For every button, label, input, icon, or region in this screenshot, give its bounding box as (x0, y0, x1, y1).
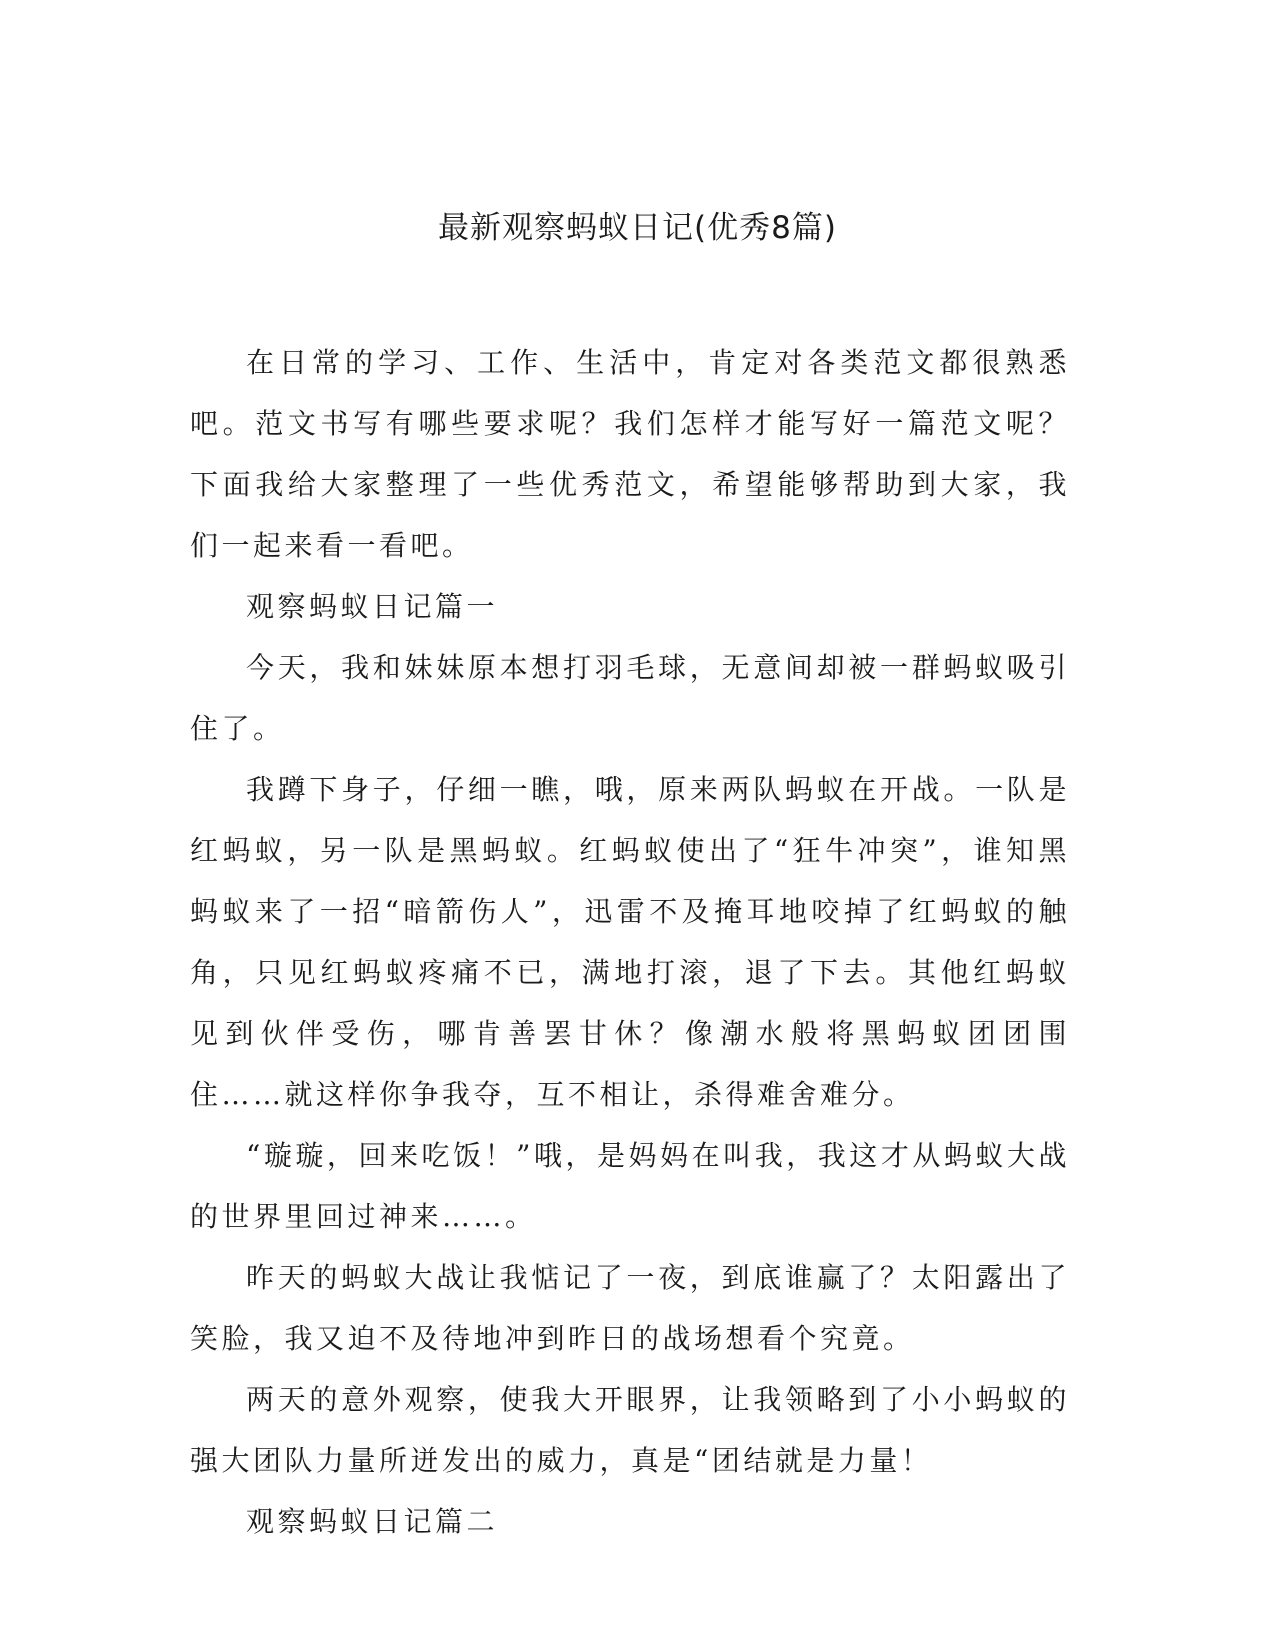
document-body (190, 332, 1070, 1552)
section-heading: 观察蚂蚁日记篇二 (246, 1505, 499, 1538)
body-paragraph: 两天的意外观察，使我大开眼界，让我领略到了小小蚂蚁的强大团队力量所迸发出的威力，真是“团结就是力量！ (190, 1383, 1070, 1477)
body-paragraph: 今天，我和妹妹原本想打羽毛球，无意间却被一群蚂蚁吸引住了。 (190, 651, 1070, 745)
body-paragraph: “璇璇，回来吃饭！”哦，是妈妈在叫我，我这才从蚂蚁大战的世界里回过神来……。 (190, 1139, 1070, 1233)
section-heading: 观察蚂蚁日记篇一 (246, 590, 499, 623)
body-paragraph: 昨天的蚂蚁大战让我惦记了一夜，到底谁赢了？太阳露出了笑脸，我又迫不及待地冲到昨日的战场想看个究竟。 (190, 1261, 1070, 1355)
body-paragraph: 我蹲下身子，仔细一瞧，哦，原来两队蚂蚁在开战。一队是红蚂蚁，另一队是黑蚂蚁。红蚂蚁使出了“狂牛冲突”，谁知黑蚂蚁来了一招“暗箭伤人”，迅雷不及掩耳地咬掉了红蚂蚁的触角，只见红蚂蚁疼痛不已，满地打滚，退了下去。其他红蚂蚁见到伙伴受伤，哪肯善罢甘休？像潮水般将黑蚂蚁团团围住……就这样你争我夺，互不相让，杀得难舍难分。 (190, 773, 1070, 1111)
intro-paragraph: 在日常的学习、工作、生活中，肯定对各类范文都很熟悉吧。范文书写有哪些要求呢？我们怎样才能写好一篇范文呢？下面我给大家整理了一些优秀范文，希望能够帮助到大家，我们一起来看一看吧。 (190, 346, 1070, 562)
document-title: 最新观察蚂蚁日记(优秀8篇) (438, 210, 837, 246)
